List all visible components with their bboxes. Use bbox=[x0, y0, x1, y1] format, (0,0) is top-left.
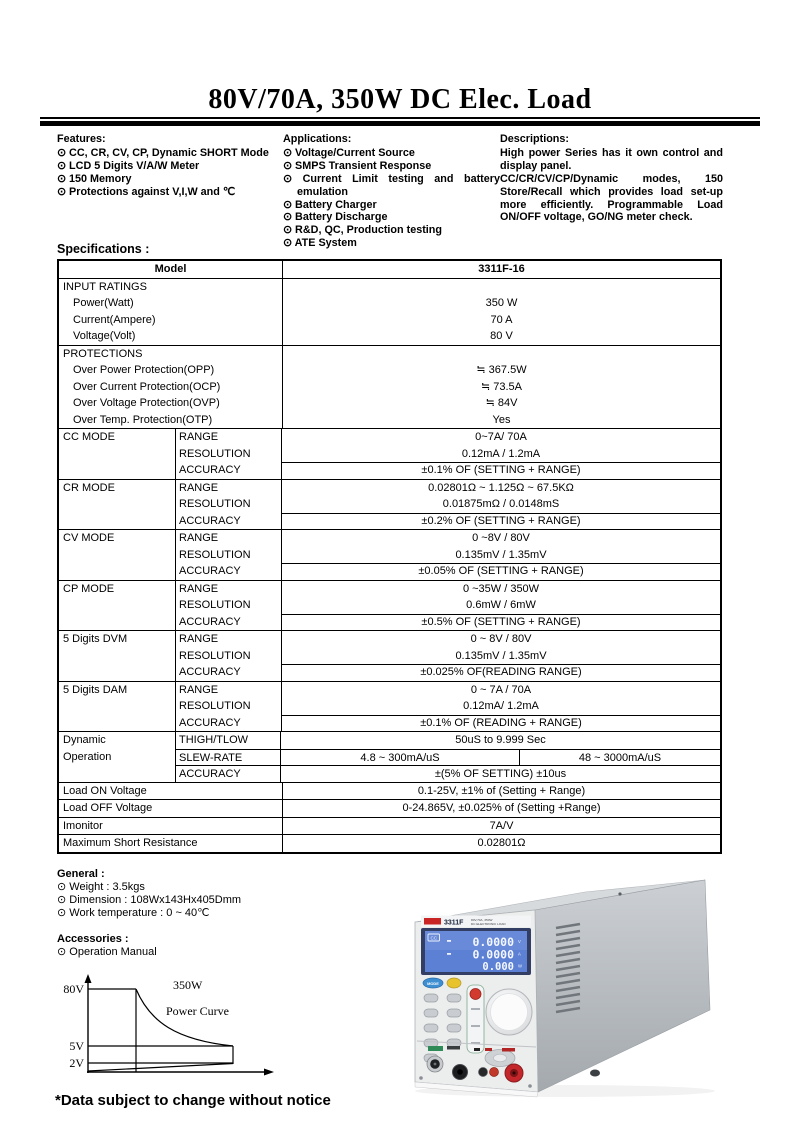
table-row-load-on-voltage: Load ON Voltage 0.1-25V, ±1% of (Setting + Range) bbox=[59, 782, 720, 800]
lcd-current-unit: A bbox=[518, 951, 521, 957]
bullet-icon: ⊙ bbox=[283, 146, 293, 159]
mode-indicator: CC bbox=[430, 935, 438, 941]
list-item: ⊙ Battery Charger bbox=[283, 198, 377, 211]
bullet-icon: ⊙ bbox=[57, 185, 67, 198]
bullet-icon: ⊙ bbox=[57, 907, 67, 919]
model-value: 3311F-16 bbox=[282, 261, 720, 278]
device-foot bbox=[590, 1070, 600, 1077]
list-item: ⊙ Work temperature : 0 ~ 40℃ bbox=[57, 907, 210, 919]
specifications-heading: Specifications : bbox=[57, 242, 150, 256]
features-heading: Features: bbox=[57, 133, 106, 145]
title-divider bbox=[40, 117, 760, 126]
bullet-icon: ⊙ bbox=[283, 224, 293, 237]
description-paragraph: High power Series has it own control and display panel. bbox=[500, 146, 723, 172]
x-axis-arrow bbox=[264, 1069, 274, 1076]
list-item: ⊙ Dimension : 108Wx143Hx405Dmm bbox=[57, 894, 242, 906]
bullet-icon: ⊙ bbox=[283, 172, 293, 185]
device-photo bbox=[390, 870, 720, 1098]
footnote: *Data subject to change without notice bbox=[55, 1092, 331, 1109]
lcd-current-value: 0.0000 bbox=[472, 947, 514, 962]
bullet-icon: ⊙ bbox=[57, 946, 67, 958]
table-row-cc-mode: CC MODE RANGE RESOLUTION ACCURACY 0~7A/ 70A 0.12mA / 1.2mA ±0.1% OF (SETTING + RANGE) bbox=[59, 428, 720, 479]
accessories-heading: Accessories : bbox=[57, 933, 129, 945]
lcd-voltage-value: 0.0000 bbox=[472, 935, 514, 949]
table-row-input-ratings: INPUT RATINGS Power(Watt) Current(Ampere) Voltage(Volt) 350 W 70 A 80 V bbox=[59, 278, 720, 345]
list-item: ⊙ Protections against V,I,W and ℃ bbox=[57, 185, 235, 198]
curve-annotation: Power Curve bbox=[166, 1004, 229, 1018]
list-item: ⊙ ATE System bbox=[283, 237, 357, 250]
y-label-5v: 5V bbox=[69, 1039, 84, 1053]
list-item: ⊙ SMPS Transient Response bbox=[283, 159, 432, 172]
y-label-2v: 2V bbox=[69, 1056, 84, 1070]
page-title: 80V/70A, 350W DC Elec. Load bbox=[208, 84, 592, 115]
bullet-icon: ⊙ bbox=[283, 211, 293, 224]
table-row-dynamic-operation: Dynamic Operation THIGH/TLOW 50uS to 9.999 Sec SLEW-RATE 4.8 ~ 300mA/uS 48 ~ 3000mA/uS ACCURACY ±(5% OF SETTING) ±10us bbox=[59, 731, 720, 782]
table-row-max-short-resistance: Maximum Short Resistance 0.02801Ω bbox=[59, 834, 720, 852]
bullet-icon: ⊙ bbox=[57, 881, 67, 893]
list-item: ⊙ LCD 5 Digits V/A/W Meter bbox=[57, 159, 200, 172]
table-row-cv-mode: CV MODE RANGE RESOLUTION ACCURACY 0 ~8V / 80V 0.135mV / 1.35mV ±0.05% OF (SETTING + RANGE) bbox=[59, 529, 720, 580]
mode-button-label: MODE bbox=[427, 980, 439, 986]
table-row-model bbox=[59, 261, 720, 278]
top-screw bbox=[618, 892, 621, 895]
chassis-side bbox=[535, 880, 710, 1092]
general-section bbox=[57, 868, 317, 920]
table-row-protections: PROTECTIONS Over Power Protection(OPP) Over Current Protection(OCP) Over Voltage Protection(OVP) Over Temp. Protection(OTP) ≒ 367.5W ≒ 73.5A ≒ 84V Yes bbox=[59, 345, 720, 429]
applications-section bbox=[283, 133, 500, 250]
shift-button bbox=[447, 978, 461, 988]
applications-heading: Applications: bbox=[283, 133, 352, 145]
rating-text: DC ELECTRONIC LOAD bbox=[471, 922, 506, 926]
power-annotation: 350W bbox=[173, 978, 203, 992]
bullet-icon: ⊙ bbox=[57, 894, 67, 906]
lcd-power-value: 0.000 bbox=[482, 961, 514, 973]
descriptions-section bbox=[500, 133, 723, 224]
rating-text: 80V,70A, 350W bbox=[471, 918, 493, 922]
list-item: ⊙ R&D, QC, Production testing bbox=[283, 224, 443, 237]
sense-jack-black bbox=[479, 1068, 488, 1077]
table-row-load-off-voltage: Load OFF Voltage 0-24.865V, ±0.025% of (Setting +Range) bbox=[59, 799, 720, 817]
table-row-dam: 5 Digits DAM RANGE RESOLUTION ACCURACY 0 ~ 7A / 70A 0.12mA/ 1.2mA ±0.1% OF (READING + RANGE) bbox=[59, 681, 720, 732]
panel-screw bbox=[419, 1076, 423, 1080]
y-axis-arrow bbox=[85, 974, 92, 983]
list-item: ⊙ Operation Manual bbox=[57, 946, 157, 958]
general-heading: General : bbox=[57, 868, 105, 880]
y-label-80v: 80V bbox=[63, 982, 84, 996]
model-number-label: 3311F bbox=[444, 919, 464, 927]
bullet-icon: ⊙ bbox=[57, 146, 67, 159]
panel-screw bbox=[528, 1084, 532, 1088]
list-item: ⊙ Voltage/Current Source bbox=[283, 146, 415, 159]
lcd-power-unit: W bbox=[518, 963, 522, 969]
list-item: ⊙ Weight : 3.5kgs bbox=[57, 881, 145, 893]
description-paragraph: CC/CR/CV/CP/Dynamic modes, 150 Store/Recall which provides load set-up more efficiently. Programmable Load ON/OFF voltage, GO/NG meter check. bbox=[500, 172, 723, 224]
sense-jack-red bbox=[490, 1068, 499, 1077]
table-row-cp-mode: CP MODE RANGE RESOLUTION ACCURACY 0 ~35W / 350W 0.6mW / 6mW ±0.5% OF (SETTING + RANGE) bbox=[59, 580, 720, 631]
list-item: ⊙ 150 Memory bbox=[57, 172, 132, 185]
specifications-table bbox=[57, 259, 722, 854]
model-label: Model bbox=[154, 263, 187, 275]
brand-logo bbox=[424, 918, 441, 925]
descriptions-heading: Descriptions: bbox=[500, 133, 569, 145]
bnc-label bbox=[428, 1046, 443, 1051]
load-on-off-button bbox=[470, 989, 481, 1000]
bullet-icon: ⊙ bbox=[57, 159, 67, 172]
lcd-voltage-unit: V bbox=[518, 939, 521, 944]
bullet-icon: ⊙ bbox=[57, 172, 67, 185]
accessories-section bbox=[57, 933, 317, 959]
list-item: ⊙ CC, CR, CV, CP, Dynamic SHORT Mode bbox=[57, 146, 269, 159]
features-section bbox=[57, 133, 281, 199]
power-curve-diagram bbox=[48, 972, 288, 1094]
table-row-cr-mode: CR MODE RANGE RESOLUTION ACCURACY 0.02801Ω ~ 1.125Ω ~ 67.5KΩ 0.01875mΩ / 0.0148mS ±0.2% OF (SETTING + RANGE) bbox=[59, 479, 720, 530]
table-row-dvm: 5 Digits DVM RANGE RESOLUTION ACCURACY 0 ~ 8V / 80V 0.135mV / 1.35mV ±0.025% OF(READING RANGE) bbox=[59, 630, 720, 681]
bullet-icon: ⊙ bbox=[283, 198, 293, 211]
list-item: ⊙ Current Limit testing and battery emulation bbox=[283, 172, 500, 198]
bullet-icon: ⊙ bbox=[283, 159, 293, 172]
table-row-imonitor: Imonitor 7A/V bbox=[59, 817, 720, 835]
bullet-icon: ⊙ bbox=[283, 237, 293, 250]
list-item: ⊙ Battery Discharge bbox=[283, 211, 388, 224]
